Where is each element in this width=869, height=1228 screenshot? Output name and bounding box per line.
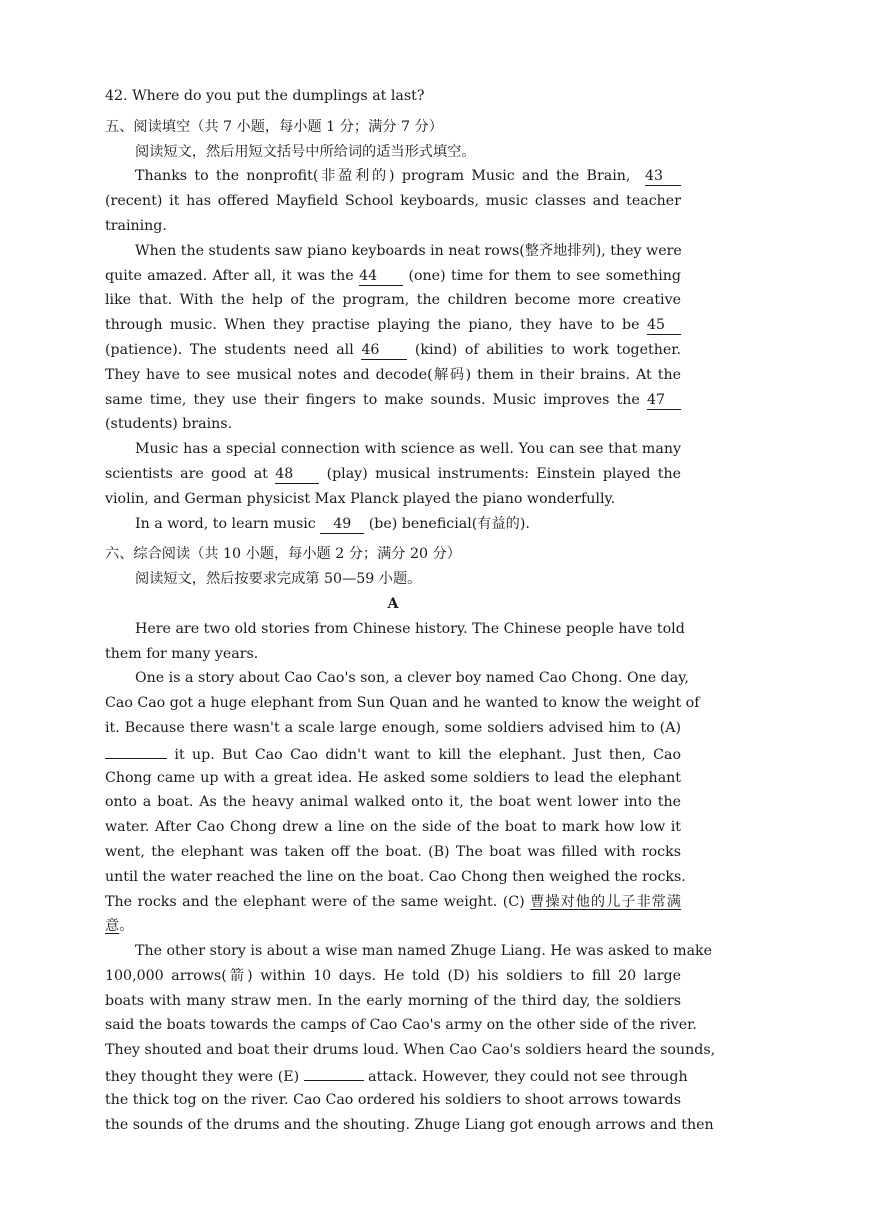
passage-line: In a word, to learn music 49 (be) beneficial(有益的). bbox=[135, 515, 530, 532]
blank-44: 44 bbox=[359, 268, 403, 286]
passage-line: it up. But Cao Cao didn't want to kill the elephant. Just then, Cao bbox=[105, 741, 681, 766]
passage-line: same time, they use their fingers to make sounds. Music improves the 47 bbox=[105, 388, 681, 413]
blank-49: 49 bbox=[320, 516, 364, 534]
blank-43: 43 bbox=[645, 168, 681, 186]
passage-line: Cao Cao got a huge elephant from Sun Quan and he wanted to know the weight of bbox=[105, 695, 700, 712]
passage-line: quite amazed. After all, it was the 44 (one) time for them to see something bbox=[105, 267, 681, 284]
passage-line: boats with many straw men. In the early morning of the third day, the soldiers bbox=[105, 992, 681, 1009]
translation-c: 曹操对他的儿子非常满 bbox=[530, 893, 681, 910]
section-5-instruction: 阅读短文，然后用短文括号中所给词的适当形式填空。 bbox=[135, 143, 476, 160]
passage-line: the thick tog on the river. Cao Cao ordered his soldiers to shoot arrows towards bbox=[105, 1091, 681, 1108]
passage-line: They shouted and boat their drums loud. When Cao Cao's soldiers heard the sounds, bbox=[105, 1042, 716, 1059]
passage-line: they thought they were (E) attack. However, they could not see through bbox=[105, 1063, 681, 1088]
passage-line: onto a boat. As the heavy animal walked onto it, the boat went lower into the bbox=[105, 794, 681, 811]
passage-line: Here are two old stories from Chinese history. The Chinese people have told bbox=[135, 620, 685, 637]
blank-47: 47 bbox=[647, 392, 681, 410]
section-6-heading: 六、综合阅读（共 10 小题，每小题 2 分；满分 20 分） bbox=[105, 546, 461, 563]
question-42: 42. Where do you put the dumplings at last? bbox=[105, 88, 425, 104]
section-5-heading: 五、阅读填空（共 7 小题，每小题 1 分；满分 7 分） bbox=[105, 118, 443, 135]
passage-line: Thanks to the nonprofit(非盈利的) program Music and the Brain, 43 bbox=[105, 164, 681, 189]
blank-46: 46 bbox=[361, 342, 407, 360]
passage-line: When the students saw piano keyboards in neat rows(整齐地排列), they were bbox=[135, 242, 682, 259]
blank-a bbox=[105, 741, 167, 759]
passage-line: (patience). The students need all 46 (kind) of abilities to work together. bbox=[105, 341, 681, 358]
passage-line: training. bbox=[105, 217, 167, 234]
passage-line: Music has a special connection with science as well. You can see that many bbox=[135, 441, 681, 458]
passage-line: The rocks and the elephant were of the same weight. (C) 曹操对他的儿子非常满 bbox=[105, 893, 681, 910]
blank-45: 45 bbox=[647, 317, 681, 335]
passage-line: until the water reached the line on the boat. Cao Chong then weighed the rocks. bbox=[105, 868, 686, 885]
passage-line: went, the elephant was taken off the boat. (B) The boat was filled with rocks bbox=[105, 843, 681, 860]
passage-line: said the boats towards the camps of Cao Cao's army on the other side of the river. bbox=[105, 1017, 697, 1034]
blank-48: 48 bbox=[275, 466, 319, 484]
passage-line: 100,000 arrows(箭) within 10 days. He told (D) his soldiers to fill 20 large bbox=[105, 967, 681, 984]
passage-line: (recent) it has offered Mayfield School keyboards, music classes and teacher bbox=[105, 193, 681, 210]
passage-line: through music. When they practise playing the piano, they have to be 45 bbox=[105, 313, 681, 338]
passage-line: them for many years. bbox=[105, 645, 259, 662]
passage-line: the sounds of the drums and the shouting. Zhuge Liang got enough arrows and then bbox=[105, 1116, 714, 1133]
passage-line: water. After Cao Chong drew a line on the side of the boat to mark how low it bbox=[105, 819, 681, 836]
passage-line: Chong came up with a great idea. He asked some soldiers to lead the elephant bbox=[105, 769, 681, 786]
passage-line: violin, and German physicist Max Planck played the piano wonderfully. bbox=[105, 490, 616, 507]
passage-line: like that. With the help of the program, the children become more creative bbox=[105, 292, 681, 309]
passage-line: (students) brains. bbox=[105, 416, 233, 433]
passage-line: it. Because there wasn't a scale large enough, some soldiers advised him to (A) bbox=[105, 719, 681, 736]
passage-line: One is a story about Cao Cao's son, a clever boy named Cao Chong. One day, bbox=[135, 670, 689, 687]
passage-line: scientists are good at 48 (play) musical instruments: Einstein played the bbox=[105, 465, 681, 482]
passage-line: The other story is about a wise man named Zhuge Liang. He was asked to make bbox=[135, 943, 713, 960]
passage-line: They have to see musical notes and decode(解码) them in their brains. At the bbox=[105, 366, 681, 383]
section-6-instruction: 阅读短文，然后按要求完成第 50—59 小题。 bbox=[135, 571, 422, 588]
exam-page bbox=[105, 84, 716, 1137]
passage-line: 意。 bbox=[105, 918, 134, 935]
passage-label: A bbox=[387, 595, 399, 612]
blank-e bbox=[304, 1063, 364, 1081]
